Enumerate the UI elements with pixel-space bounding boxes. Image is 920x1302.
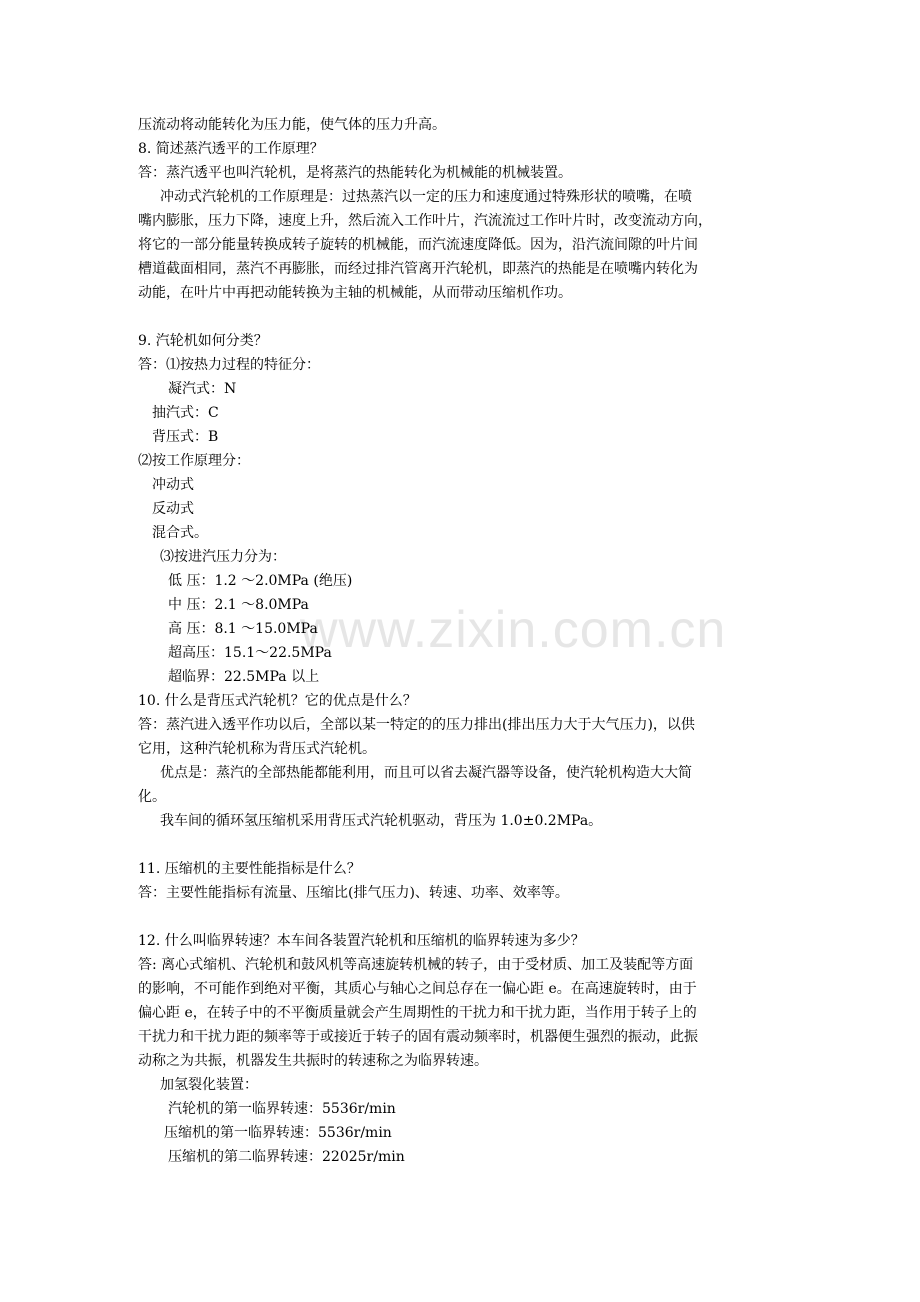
question-9-heading: 9. 汽轮机如何分类？ [138,333,268,349]
answer-12-line: 动称之为共振，机器发生共振时的转速称之为临界转速。 [138,1053,488,1069]
answer-8-paragraph-line: 嘴内膨胀，压力下降，速度上升，然后流入工作叶片，汽流流过工作叶片时，改变流动方向， [138,213,712,229]
answer-10-line: 化。 [138,789,166,805]
list-item: 高 压：8.1 ～15.0MPa [168,621,318,637]
list-item: 反动式 [152,501,194,517]
list-item: 混合式。 [152,525,208,541]
answer-9-line: ⑶按进汽压力分为： [160,549,286,565]
answer-11-line: 答：主要性能指标有流量、压缩比(排气压力)、转速、功率、效率等。 [138,885,569,901]
answer-10-line: 优点是：蒸汽的全部热能都能利用，而且可以省去凝汽器等设备，使汽轮机构造大大简 [160,765,692,781]
answer-12-line: 干扰力和干扰力距的频率等于或接近于转子的固有震动频率时，机器便生强烈的振动，此振 [138,1029,698,1045]
text-line-prev-continuation: 压流动将动能转化为压力能，使气体的压力升高。 [138,117,446,133]
answer-12-line: 加氢裂化装置： [160,1077,258,1093]
list-item: 中 压：2.1 ～8.0MPa [168,597,309,613]
answer-12-line: 答: 离心式缩机、汽轮机和鼓风机等高速旋转机械的转子，由于受材质、加工及装配等方面 [138,957,694,973]
answer-8-paragraph-line: 动能，在叶片中再把动能转换为主轴的机械能，从而带动压缩机作功。 [138,285,572,301]
answer-9-line: ⑵按工作原理分： [138,453,250,469]
answer-8-line: 答：蒸汽透平也叫汽轮机，是将蒸汽的热能转化为机械能的机械装置。 [138,165,572,181]
question-12-heading: 12. 什么叫临界转速？本车间各装置汽轮机和压缩机的临界转速为多少？ [138,933,585,949]
question-8-heading: 8. 简述蒸汽透平的工作原理？ [138,141,324,157]
answer-10-line: 答：蒸汽进入透平作功以后，全部以某一特定的的压力排出(排出压力大于大气压力)，以供 [138,717,695,733]
answer-8-paragraph-line: 冲动式汽轮机的工作原理是：过热蒸汽以一定的压力和速度通过特殊形状的喷嘴，在喷 [160,189,692,205]
answer-9-line: 答：⑴按热力过程的特征分： [138,357,320,373]
answer-10-line: 我车间的循环氢压缩机采用背压式汽轮机驱动，背压为 1.0±0.2MPa。 [160,813,603,829]
answer-12-line: 偏心距 e，在转子中的不平衡质量就会产生周期性的干扰力和干扰力距，当作用于转子上的 [138,1005,697,1021]
list-item: 汽轮机的第一临界转速：5536r/min [168,1101,396,1117]
answer-8-paragraph-line: 槽道截面相同，蒸汽不再膨胀，而经过排汽管离开汽轮机，即蒸汽的热能是在喷嘴内转化为 [138,261,698,277]
list-item: 凝汽式：N [168,381,237,397]
list-item: 背压式：B [152,429,219,445]
answer-8-paragraph-line: 将它的一部分能量转换成转子旋转的机械能，而汽流速度降低。因为，沿汽流间隙的叶片间 [138,237,698,253]
list-item: 冲动式 [152,477,194,493]
list-item: 抽汽式：C [152,405,219,421]
list-item: 压缩机的第二临界转速：22025r/min [168,1149,405,1165]
list-item: 超临界：22.5MPa 以上 [168,669,320,685]
answer-10-line: 它用，这种汽轮机称为背压式汽轮机。 [138,741,376,757]
answer-12-line: 的影响，不可能作到绝对平衡，其质心与轴心之间总存在一偏心距 e。在高速旋转时，由于 [138,981,697,997]
list-item: 低 压：1.2 ～2.0MPa (绝压) [168,573,353,589]
list-item: 压缩机的第一临界转速：5536r/min [164,1125,392,1141]
watermark: www.zixin.com.cn [300,601,727,659]
question-10-heading: 10. 什么是背压式汽轮机？它的优点是什么？ [138,693,417,709]
list-item: 超高压：15.1～22.5MPa [168,645,332,661]
question-11-heading: 11. 压缩机的主要性能指标是什么？ [138,861,361,877]
